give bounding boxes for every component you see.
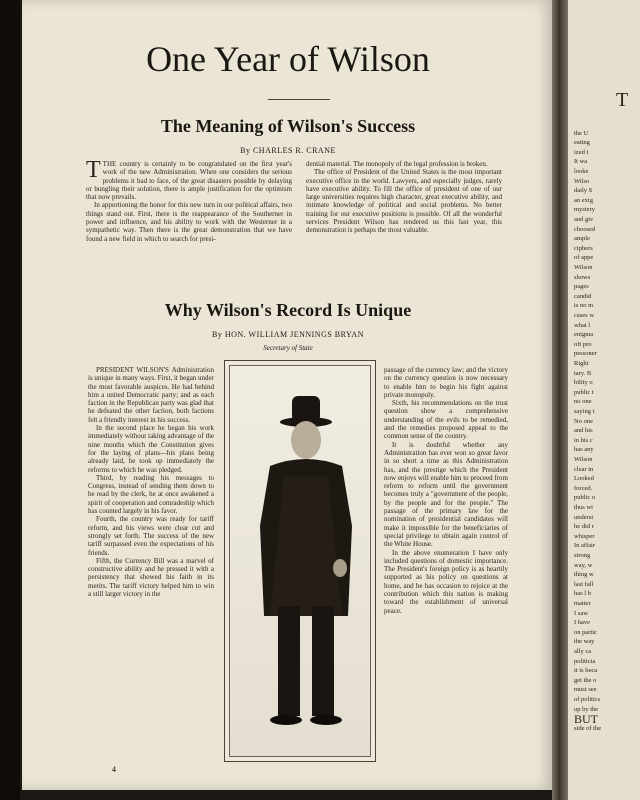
section1-right-p1: dential material. The monopoly of the legal profession is broken. [306,160,488,168]
section2-right-p4: In the above enumeration I have only included questions of domestic importance. The President's foreign policy is as heartily supported as his policy on questions at home, and he has occasion to rejoice at the contribution which this nation is making toward the establishment of universal peace. [384,548,508,615]
next-page-line: looke [574,168,589,175]
next-page-line: daily S [574,187,593,195]
next-page-line: public t [574,388,594,396]
next-page-line: of appe [574,254,594,262]
next-page-line: I saw [574,609,588,617]
portrait-figure-icon [230,366,370,756]
section2-right-column [384,366,508,762]
next-page-line: thus wi [574,504,593,511]
next-page-line: choosed [574,225,596,233]
next-page-line: tary. B [574,369,592,377]
next-page-line: is no m [574,302,594,310]
next-page-line: no one [574,398,592,406]
page-title: One Year of Wilson [146,39,430,79]
next-page-line: thing w [574,571,594,579]
next-page-line: has l b [574,590,591,598]
next-page-line: Wilson [574,264,593,271]
section2-left-p3: Third, by reading his messages to Congress, instead of sending them down to be read by the clerk, he at once awakened a spirit of cooperation and comradeship which has counted largely in his favor. [88,473,214,516]
section2-left-p4: Fourth, the country was ready for tariff reform, and his views were clear cut and strongly set forth. The success of the new tariff surpassed even the expectations of his friends. [88,515,214,557]
section2-right-p2: Sixth, his recommendations on the trust question show a comprehensive understanding of the evils to be remedied, and the remedies proposed appeal to the common sense of the country. [384,399,508,441]
section2-byline: By HON. WILLIAM JENNINGS BRYAN [212,330,364,339]
section1-left-p1: THE country is certainly to be congratulated on the first year's work of the new Administration. When one considers the serious problems it had to face, of the great disasters possible by delaying or bungling their solution, there is ample justification for the optimism that now prevails. [86,160,292,202]
next-page-line: Right [574,360,589,367]
next-page-line: In affair [574,542,595,550]
binding-shadow [0,0,20,800]
next-page-line: up by the [574,705,599,713]
section1-heading: The Meaning of Wilson's Success [160,116,416,136]
next-page-line: way, w [574,561,593,569]
next-page-line: BUT [574,712,598,727]
next-page-line: politicia [574,657,596,665]
next-page-line: of politics [574,696,601,703]
section2-left-column [88,366,214,762]
next-page-line: T [616,89,629,111]
section1-right-column [306,160,502,270]
next-page-line: I have [574,619,591,627]
next-page-line: Wilso [574,177,590,185]
next-page-line: Wilson [574,456,593,463]
next-page-line: he did r [574,523,594,531]
section1-left-p2: In apportioning the honor for this new turn in our political affairs, two things stand out. First, there is the reappearance of the Southerner in power and influence, and his ability to work with the Westerner in a sympathetic way. Then there is the great demonstration that we have found a new field in which to search for presi- [86,201,292,243]
next-page-line: cases w [574,312,595,319]
next-page-line: in his c [574,436,593,444]
section1-right-p2: The office of President of the United States is the most important executive office in the world. Lawyers, and especially judges, rarely have executive ability. To fill the office of president of one of our large universities requires high character, great executive ability, and intimate knowledge of political and social problems. No better training for our executive positions is possible. Of all the wonderful services President Wilson has rendered us this last year, this demonstration is perhaps the most valuable. [306,168,502,235]
next-page-line: and his [574,427,593,435]
next-page-line: it is beca [574,667,598,675]
page-number: 4 [112,765,116,774]
next-page-line: and giv [574,216,594,223]
next-page-line: get the o [574,676,597,684]
next-page-line: side of the [574,724,602,732]
next-page-line: clear in [574,465,594,473]
portrait-photo [229,365,371,757]
next-page-line: has any [574,446,594,454]
next-page-line: oft pro [574,340,592,348]
next-page-line: Looked [574,475,594,483]
article-page [22,0,554,790]
section1-left-column: TTHE country is certainly to be congratulated on the first year's work of the new Administration. When one considers the serious problems it had to face, of the great disasters possible by delaying or bungling their solution, there is ample justification for the optimism that now prevails. In apportioning the honor for this new turn in our political affairs, two things stand out. First, there is the reappearance of the Southerner in power and influence, and his ability to work with the Westerner in a sympathetic way. Then there is the great demonstration that we have found a new field in which to search for presi- [86,157,292,243]
next-page-edge [568,0,640,800]
next-page-line: the U [574,129,589,137]
next-page-line: ized t [574,148,589,156]
next-page-line: whisper [574,532,595,540]
portrait-frame [224,360,376,762]
next-page-line: underst [574,513,594,521]
next-page-line: last fall [574,580,594,588]
next-page-line: must see [574,686,597,694]
next-page-line: mystery [574,206,595,214]
section1-byline: By CHARLES R. CRANE [240,146,336,155]
section2-right-p1: passage of the currency law; and the victory on the currency question is now necessary to enable him to begin his fight against private monopoly. [384,366,508,399]
next-page-line: on partic [574,628,597,636]
section2-heading: Why Wilson's Record Is Unique [164,300,412,320]
next-page-line: eating [574,139,590,147]
section2-left-p5: Fifth, the Currency Bill was a marvel of constructive ability and he pressed it with a persistency that showed his faith in its merits. The tariff victory helped him to win a still larger victory in the [88,556,214,599]
next-page-line: what l [574,321,591,329]
next-page-line: bility o [574,379,593,387]
next-page-line: an exig [574,196,593,204]
next-page-line: ally ca [574,648,592,655]
next-page-line: pessoner [574,350,597,358]
next-page-line: matter [574,600,591,607]
section2-right-p3: It is doubtful whether any Administration has ever won so great favor in so short a time as this Administration has, and the prestige which the President now enjoys will enable him to proceed from reform to reform until the government becomes truly a "government of the people, by the people and for the people." The passage of the primary law for the nomination of presidential candidates will make it impossible for the beneficiaries of special privilege to obtain again control of the White House. [384,440,508,549]
next-page-line: candid [574,292,592,300]
section2-role: Secretary of State [263,344,313,352]
next-page-line: It wa [574,158,588,166]
section2-left-p1: PRESIDENT WILSON'S Administration is unique in many ways. First, it began under the most favorable auspices. He had behind him a united Democratic party; and as each faction in the Republican party was glad that he defeated the other faction, both factions felt a friendly interest in his success. [88,366,214,424]
next-page-line: public o [574,494,596,502]
next-page-line: enigma [574,331,594,339]
next-page-line: shows [574,273,591,281]
section2-left-p2: In the second place he began his work immediately without taking advantage of the nine months which the Constitution gives for the laying of plans—his plans being already laid, he took up immediately the reforms to which he was pledged. [88,424,214,474]
next-page-line: ciphers [574,244,593,252]
next-page-line: saying t [574,408,595,415]
spine-gutter [552,0,568,800]
next-page-line: pages [574,283,589,291]
next-page-line: forced. [574,484,593,492]
title-rule [268,99,330,100]
next-page-line: ample [574,235,590,243]
next-page-line: strong [574,552,591,559]
next-page-line: No one [574,417,593,425]
next-page-line: the way [574,638,595,646]
